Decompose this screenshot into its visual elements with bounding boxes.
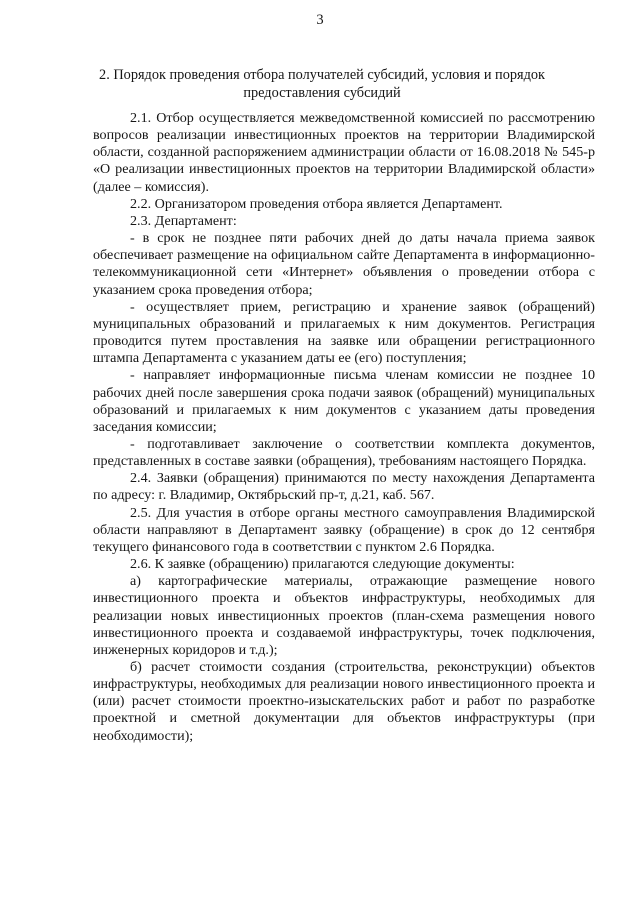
paragraph-2-1: 2.1. Отбор осуществляется межведомственной комиссией по рассмотрению вопросов реализации инвестиционных проектов на территории Владимирской области, созданной распоряжением администрации области от 16.08.2018 № 545-р «О реализации инвестиционных проектов на территории Владимирской области» (далее – комиссия). — [93, 110, 595, 195]
list-item-conclusion: - подготавливает заключение о соответствии комплекта документов, представленных в составе заявки (обращения), требованиям настоящего Порядка. — [93, 435, 595, 470]
list-item-b: б) расчет стоимости создания (строительства, реконструкции) объектов инфраструктуры, необходимых для реализации нового инвестиционного проекта и (или) расчет стоимости проектно-изыскательских работ и работ по разработке проектной и сметной документации для объектов инфраструктуры (при необходимости); — [93, 659, 595, 744]
paragraph-2-2: 2.2. Организатором проведения отбора является Департамент. — [130, 195, 503, 212]
list-item-a: а) картографические материалы, отражающие размещение нового инвестиционного проекта и объектов инфраструктуры, необходимых для реализации новых инвестиционных проектов (план-схема размещения нового инвестиционного проекта и создаваемой инфраструктуры, точек подключения, инженерных коридоров и т.д.); — [93, 573, 595, 658]
list-item-announcement: - в срок не позднее пяти рабочих дней до даты начала приема заявок обеспечивает размещение на официальном сайте Департамента в информационно-телекоммуникационной сети «Интернет» объявления о проведении отбора с указанием срока проведения отбора; — [93, 230, 595, 298]
paragraph-2-4: 2.4. Заявки (обращения) принимаются по месту нахождения Департамента по адресу: г. Владимир, Октябрьский пр-т, д.21, каб. 567. — [93, 470, 595, 504]
paragraph-2-3: 2.3. Департамент: — [130, 212, 237, 229]
document-body — [93, 110, 595, 745]
list-item-letters: - направляет информационные письма членам комиссии не позднее 10 рабочих дней после завершения срока подачи заявок (обращений) муниципальных образований и прилагаемых к ним документов с указанием даты проведения заседания комиссии; — [93, 367, 595, 435]
paragraph-2-6: 2.6. К заявке (обращению) прилагаются следующие документы: — [130, 556, 515, 573]
list-item-registration: - осуществляет прием, регистрацию и хранение заявок (обращений) муниципальных образований и прилагаемых к ним документов. Регистрация проводится путем проставления на заявке или обращении регистрационного штампа Департамента с указанием даты ее (его) поступления; — [93, 298, 595, 367]
page-number: 3 — [316, 12, 324, 28]
section-heading: 2. Порядок проведения отбора получателей субсидий, условия и порядок предоставления субсидий — [99, 67, 545, 101]
paragraph-2-5: 2.5. Для участия в отборе органы местного самоуправления Владимирской области направляют в Департамент заявку (обращение) в срок до 12 сентября текущего финансового года в соответствии с пунктом 2.6 Порядка. — [93, 504, 595, 555]
